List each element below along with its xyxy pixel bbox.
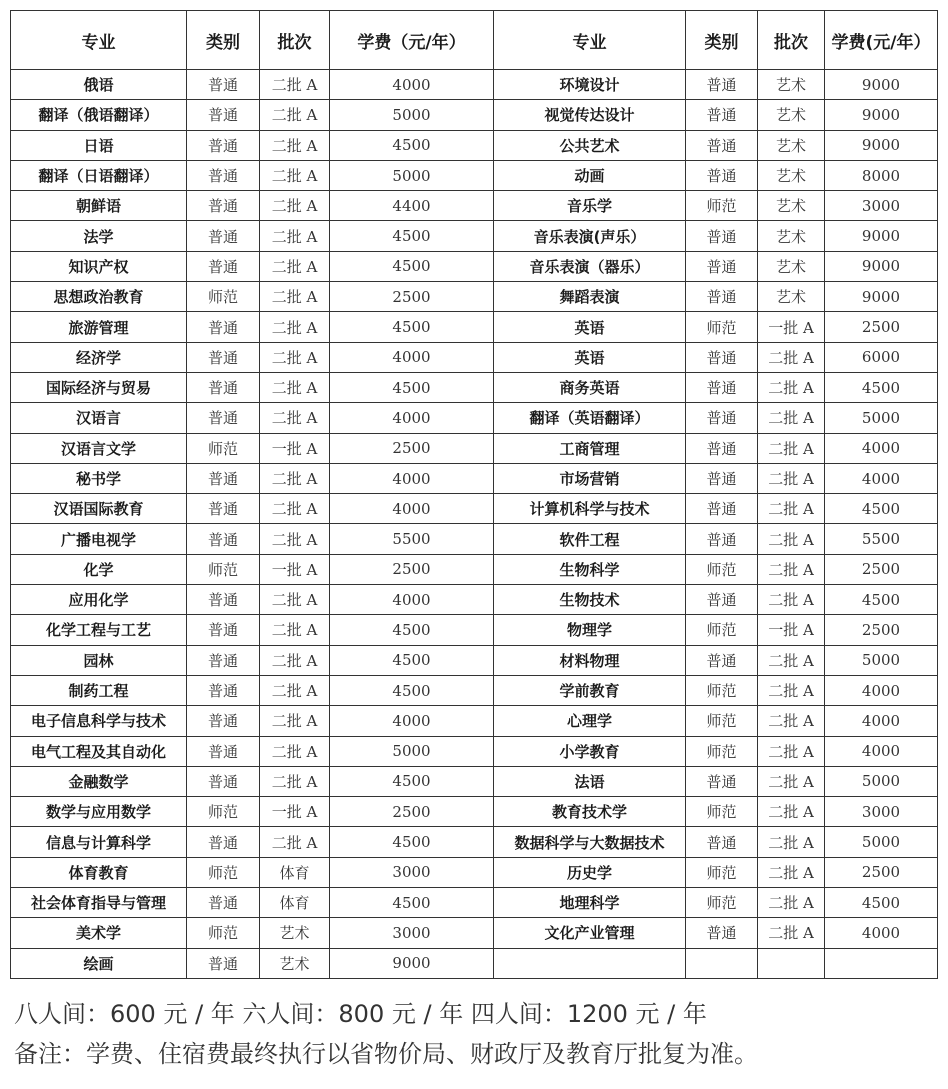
type-cell-right: 普通 bbox=[686, 282, 758, 312]
major-cell-right: 环境设计 bbox=[494, 70, 686, 100]
major-cell-right: 历史学 bbox=[494, 857, 686, 887]
fee-cell-left: 4500 bbox=[330, 312, 494, 342]
fee-cell-left: 4500 bbox=[330, 827, 494, 857]
batch-cell-right: 二批 A bbox=[758, 797, 825, 827]
major-cell-left: 金融数学 bbox=[11, 766, 187, 796]
batch-cell-right: 艺术 bbox=[758, 221, 825, 251]
table-row bbox=[11, 524, 938, 554]
fee-cell-left: 4400 bbox=[330, 191, 494, 221]
table-row bbox=[11, 675, 938, 705]
fee-cell-right: 9000 bbox=[825, 130, 938, 160]
type-cell-left: 普通 bbox=[187, 100, 260, 130]
fee-cell-right bbox=[825, 948, 938, 978]
table-row bbox=[11, 615, 938, 645]
table-row bbox=[11, 70, 938, 100]
type-cell-left: 师范 bbox=[187, 918, 260, 948]
type-cell-left: 普通 bbox=[187, 130, 260, 160]
fee-cell-left: 3000 bbox=[330, 918, 494, 948]
header-type-left: 类别 bbox=[187, 11, 260, 70]
batch-cell-left: 一批 A bbox=[260, 433, 330, 463]
major-cell-left: 日语 bbox=[11, 130, 187, 160]
batch-cell-right: 二批 A bbox=[758, 918, 825, 948]
fee-cell-left: 4000 bbox=[330, 70, 494, 100]
batch-cell-right: 一批 A bbox=[758, 312, 825, 342]
table-row bbox=[11, 403, 938, 433]
major-cell-left: 国际经济与贸易 bbox=[11, 372, 187, 402]
major-cell-right: 视觉传达设计 bbox=[494, 100, 686, 130]
major-cell-right: 数据科学与大数据技术 bbox=[494, 827, 686, 857]
batch-cell-left: 二批 A bbox=[260, 494, 330, 524]
major-cell-right: 计算机科学与技术 bbox=[494, 494, 686, 524]
batch-cell-right: 二批 A bbox=[758, 463, 825, 493]
major-cell-left: 电子信息科学与技术 bbox=[11, 706, 187, 736]
table-row bbox=[11, 554, 938, 584]
batch-cell-right: 二批 A bbox=[758, 524, 825, 554]
batch-cell-left: 二批 A bbox=[260, 70, 330, 100]
batch-cell-right: 二批 A bbox=[758, 585, 825, 615]
major-cell-right: 音乐表演(声乐） bbox=[494, 221, 686, 251]
type-cell-right bbox=[686, 948, 758, 978]
type-cell-left: 普通 bbox=[187, 372, 260, 402]
fee-cell-right: 4500 bbox=[825, 372, 938, 402]
batch-cell-left: 二批 A bbox=[260, 585, 330, 615]
fee-cell-left: 5000 bbox=[330, 100, 494, 130]
batch-cell-left: 二批 A bbox=[260, 342, 330, 372]
fee-cell-right: 4000 bbox=[825, 675, 938, 705]
type-cell-left: 普通 bbox=[187, 888, 260, 918]
major-cell-right: 商务英语 bbox=[494, 372, 686, 402]
fee-cell-left: 4500 bbox=[330, 766, 494, 796]
major-cell-left: 园林 bbox=[11, 645, 187, 675]
major-cell-right: 市场营销 bbox=[494, 463, 686, 493]
batch-cell-right: 二批 A bbox=[758, 433, 825, 463]
major-cell-left: 朝鲜语 bbox=[11, 191, 187, 221]
batch-cell-right: 艺术 bbox=[758, 70, 825, 100]
type-cell-left: 普通 bbox=[187, 191, 260, 221]
type-cell-left: 普通 bbox=[187, 736, 260, 766]
table-row bbox=[11, 918, 938, 948]
type-cell-left: 师范 bbox=[187, 433, 260, 463]
major-cell-left: 体育教育 bbox=[11, 857, 187, 887]
table-row bbox=[11, 312, 938, 342]
fee-cell-left: 5000 bbox=[330, 160, 494, 190]
fee-cell-right: 4000 bbox=[825, 463, 938, 493]
type-cell-right: 师范 bbox=[686, 736, 758, 766]
major-cell-left: 汉语言文学 bbox=[11, 433, 187, 463]
type-cell-right: 普通 bbox=[686, 100, 758, 130]
type-cell-left: 普通 bbox=[187, 706, 260, 736]
batch-cell-right: 二批 A bbox=[758, 372, 825, 402]
table-row bbox=[11, 736, 938, 766]
fee-cell-right: 2500 bbox=[825, 312, 938, 342]
major-cell-left: 制药工程 bbox=[11, 675, 187, 705]
type-cell-left: 普通 bbox=[187, 766, 260, 796]
type-cell-left: 师范 bbox=[187, 282, 260, 312]
major-cell-right: 材料物理 bbox=[494, 645, 686, 675]
fee-cell-right: 9000 bbox=[825, 221, 938, 251]
fee-cell-left: 2500 bbox=[330, 282, 494, 312]
type-cell-left: 师范 bbox=[187, 554, 260, 584]
fee-cell-right: 9000 bbox=[825, 282, 938, 312]
fee-cell-right: 2500 bbox=[825, 615, 938, 645]
tuition-table bbox=[10, 10, 938, 979]
batch-cell-right: 二批 A bbox=[758, 857, 825, 887]
batch-cell-left: 二批 A bbox=[260, 463, 330, 493]
fee-cell-left: 5500 bbox=[330, 524, 494, 554]
header-major-left: 专业 bbox=[11, 11, 187, 70]
major-cell-left: 信息与计算科学 bbox=[11, 827, 187, 857]
type-cell-right: 普通 bbox=[686, 70, 758, 100]
type-cell-right: 普通 bbox=[686, 766, 758, 796]
fee-cell-right: 3000 bbox=[825, 191, 938, 221]
major-cell-left: 广播电视学 bbox=[11, 524, 187, 554]
major-cell-right: 小学教育 bbox=[494, 736, 686, 766]
dorm-fees-note: 八人间：600 元 / 年 六人间：800 元 / 年 四人间：1200 元 / 年 bbox=[14, 1000, 707, 1028]
batch-cell-left: 二批 A bbox=[260, 130, 330, 160]
batch-cell-left: 艺术 bbox=[260, 948, 330, 978]
table-row bbox=[11, 130, 938, 160]
fee-cell-right: 9000 bbox=[825, 100, 938, 130]
major-cell-right: 音乐表演（器乐） bbox=[494, 251, 686, 281]
major-cell-left: 应用化学 bbox=[11, 585, 187, 615]
major-cell-right bbox=[494, 948, 686, 978]
fee-cell-right: 4000 bbox=[825, 736, 938, 766]
batch-cell-right: 一批 A bbox=[758, 615, 825, 645]
major-cell-right: 生物科学 bbox=[494, 554, 686, 584]
fee-cell-left: 4000 bbox=[330, 585, 494, 615]
major-cell-right: 翻译（英语翻译） bbox=[494, 403, 686, 433]
fee-cell-right: 2500 bbox=[825, 554, 938, 584]
batch-cell-left: 二批 A bbox=[260, 766, 330, 796]
major-cell-left: 电气工程及其自动化 bbox=[11, 736, 187, 766]
major-cell-left: 俄语 bbox=[11, 70, 187, 100]
table-row bbox=[11, 433, 938, 463]
batch-cell-right bbox=[758, 948, 825, 978]
type-cell-left: 普通 bbox=[187, 615, 260, 645]
fee-cell-left: 4000 bbox=[330, 342, 494, 372]
batch-cell-right: 艺术 bbox=[758, 100, 825, 130]
fee-cell-left: 4000 bbox=[330, 706, 494, 736]
major-cell-right: 心理学 bbox=[494, 706, 686, 736]
fee-cell-left: 4000 bbox=[330, 403, 494, 433]
type-cell-left: 普通 bbox=[187, 585, 260, 615]
major-cell-right: 文化产业管理 bbox=[494, 918, 686, 948]
type-cell-right: 普通 bbox=[686, 160, 758, 190]
major-cell-right: 地理科学 bbox=[494, 888, 686, 918]
fee-cell-right: 5000 bbox=[825, 403, 938, 433]
type-cell-right: 普通 bbox=[686, 827, 758, 857]
fee-cell-right: 4500 bbox=[825, 888, 938, 918]
fee-cell-right: 9000 bbox=[825, 251, 938, 281]
major-cell-right: 动画 bbox=[494, 160, 686, 190]
batch-cell-right: 二批 A bbox=[758, 706, 825, 736]
fee-cell-right: 5000 bbox=[825, 827, 938, 857]
fee-cell-right: 5000 bbox=[825, 645, 938, 675]
type-cell-right: 普通 bbox=[686, 463, 758, 493]
batch-cell-left: 二批 A bbox=[260, 524, 330, 554]
table-row bbox=[11, 706, 938, 736]
type-cell-right: 师范 bbox=[686, 675, 758, 705]
batch-cell-left: 二批 A bbox=[260, 403, 330, 433]
fee-cell-right: 2500 bbox=[825, 857, 938, 887]
fee-cell-right: 4000 bbox=[825, 433, 938, 463]
batch-cell-left: 二批 A bbox=[260, 251, 330, 281]
type-cell-right: 普通 bbox=[686, 433, 758, 463]
type-cell-left: 普通 bbox=[187, 403, 260, 433]
major-cell-left: 美术学 bbox=[11, 918, 187, 948]
table-row bbox=[11, 160, 938, 190]
fee-cell-left: 9000 bbox=[330, 948, 494, 978]
batch-cell-right: 艺术 bbox=[758, 160, 825, 190]
batch-cell-left: 二批 A bbox=[260, 827, 330, 857]
major-cell-left: 旅游管理 bbox=[11, 312, 187, 342]
table-row bbox=[11, 100, 938, 130]
type-cell-right: 师范 bbox=[686, 554, 758, 584]
table-row bbox=[11, 857, 938, 887]
table-row bbox=[11, 888, 938, 918]
type-cell-right: 师范 bbox=[686, 191, 758, 221]
major-cell-left: 汉语国际教育 bbox=[11, 494, 187, 524]
type-cell-right: 普通 bbox=[686, 251, 758, 281]
fee-cell-right: 4000 bbox=[825, 918, 938, 948]
table-row bbox=[11, 797, 938, 827]
type-cell-left: 普通 bbox=[187, 645, 260, 675]
type-cell-right: 师范 bbox=[686, 706, 758, 736]
type-cell-right: 普通 bbox=[686, 130, 758, 160]
fee-cell-left: 4500 bbox=[330, 130, 494, 160]
batch-cell-right: 二批 A bbox=[758, 827, 825, 857]
fee-cell-left: 3000 bbox=[330, 857, 494, 887]
major-cell-left: 经济学 bbox=[11, 342, 187, 372]
type-cell-left: 普通 bbox=[187, 160, 260, 190]
table-row bbox=[11, 645, 938, 675]
fee-cell-right: 6000 bbox=[825, 342, 938, 372]
type-cell-left: 普通 bbox=[187, 948, 260, 978]
table-row bbox=[11, 827, 938, 857]
type-cell-left: 普通 bbox=[187, 463, 260, 493]
type-cell-left: 普通 bbox=[187, 494, 260, 524]
table-row bbox=[11, 948, 938, 978]
header-batch-right: 批次 bbox=[758, 11, 825, 70]
major-cell-left: 数学与应用数学 bbox=[11, 797, 187, 827]
fee-cell-left: 5000 bbox=[330, 736, 494, 766]
batch-cell-right: 二批 A bbox=[758, 494, 825, 524]
type-cell-left: 普通 bbox=[187, 251, 260, 281]
header-type-right: 类别 bbox=[686, 11, 758, 70]
batch-cell-left: 二批 A bbox=[260, 615, 330, 645]
type-cell-left: 普通 bbox=[187, 312, 260, 342]
fee-cell-right: 5500 bbox=[825, 524, 938, 554]
batch-cell-left: 二批 A bbox=[260, 312, 330, 342]
batch-cell-right: 艺术 bbox=[758, 130, 825, 160]
fee-cell-left: 2500 bbox=[330, 554, 494, 584]
major-cell-left: 社会体育指导与管理 bbox=[11, 888, 187, 918]
type-cell-right: 师范 bbox=[686, 857, 758, 887]
fee-cell-right: 4000 bbox=[825, 706, 938, 736]
type-cell-right: 普通 bbox=[686, 221, 758, 251]
fee-cell-left: 4500 bbox=[330, 645, 494, 675]
fee-cell-right: 8000 bbox=[825, 160, 938, 190]
type-cell-right: 师范 bbox=[686, 312, 758, 342]
fee-cell-left: 4500 bbox=[330, 221, 494, 251]
batch-cell-left: 二批 A bbox=[260, 706, 330, 736]
fee-cell-left: 2500 bbox=[330, 433, 494, 463]
major-cell-right: 法语 bbox=[494, 766, 686, 796]
batch-cell-left: 体育 bbox=[260, 888, 330, 918]
type-cell-right: 普通 bbox=[686, 918, 758, 948]
batch-cell-left: 二批 A bbox=[260, 282, 330, 312]
batch-cell-right: 二批 A bbox=[758, 403, 825, 433]
major-cell-left: 思想政治教育 bbox=[11, 282, 187, 312]
batch-cell-right: 二批 A bbox=[758, 736, 825, 766]
batch-cell-left: 一批 A bbox=[260, 797, 330, 827]
header-batch-left: 批次 bbox=[260, 11, 330, 70]
table-body bbox=[11, 70, 938, 979]
major-cell-right: 英语 bbox=[494, 312, 686, 342]
major-cell-right: 舞蹈表演 bbox=[494, 282, 686, 312]
type-cell-right: 师范 bbox=[686, 797, 758, 827]
type-cell-right: 普通 bbox=[686, 372, 758, 402]
batch-cell-right: 二批 A bbox=[758, 675, 825, 705]
major-cell-left: 知识产权 bbox=[11, 251, 187, 281]
batch-cell-right: 艺术 bbox=[758, 282, 825, 312]
table-row bbox=[11, 251, 938, 281]
batch-cell-left: 二批 A bbox=[260, 191, 330, 221]
major-cell-left: 翻译（日语翻译） bbox=[11, 160, 187, 190]
type-cell-left: 师范 bbox=[187, 857, 260, 887]
major-cell-left: 化学 bbox=[11, 554, 187, 584]
fee-cell-right: 3000 bbox=[825, 797, 938, 827]
major-cell-left: 汉语言 bbox=[11, 403, 187, 433]
fee-cell-right: 5000 bbox=[825, 766, 938, 796]
batch-cell-right: 二批 A bbox=[758, 554, 825, 584]
major-cell-left: 法学 bbox=[11, 221, 187, 251]
header-fee-right: 学费(元/年） bbox=[825, 11, 938, 70]
remark-note: 备注：学费、住宿费最终执行以省物价局、财政厅及教育厅批复为准。 bbox=[14, 1040, 758, 1068]
batch-cell-left: 二批 A bbox=[260, 645, 330, 675]
type-cell-right: 师范 bbox=[686, 888, 758, 918]
major-cell-right: 软件工程 bbox=[494, 524, 686, 554]
batch-cell-left: 体育 bbox=[260, 857, 330, 887]
fee-cell-left: 4000 bbox=[330, 494, 494, 524]
type-cell-left: 普通 bbox=[187, 221, 260, 251]
batch-cell-left: 二批 A bbox=[260, 221, 330, 251]
fee-cell-right: 4500 bbox=[825, 585, 938, 615]
batch-cell-left: 二批 A bbox=[260, 372, 330, 402]
table-row bbox=[11, 585, 938, 615]
fee-cell-left: 4000 bbox=[330, 463, 494, 493]
table-row bbox=[11, 282, 938, 312]
type-cell-left: 普通 bbox=[187, 675, 260, 705]
major-cell-right: 公共艺术 bbox=[494, 130, 686, 160]
fee-cell-left: 4500 bbox=[330, 888, 494, 918]
major-cell-right: 物理学 bbox=[494, 615, 686, 645]
type-cell-right: 普通 bbox=[686, 494, 758, 524]
batch-cell-left: 二批 A bbox=[260, 100, 330, 130]
fee-cell-left: 4500 bbox=[330, 372, 494, 402]
batch-cell-right: 艺术 bbox=[758, 191, 825, 221]
major-cell-right: 学前教育 bbox=[494, 675, 686, 705]
type-cell-left: 师范 bbox=[187, 797, 260, 827]
header-major-right: 专业 bbox=[494, 11, 686, 70]
type-cell-right: 普通 bbox=[686, 342, 758, 372]
table-row bbox=[11, 191, 938, 221]
major-cell-right: 音乐学 bbox=[494, 191, 686, 221]
type-cell-left: 普通 bbox=[187, 524, 260, 554]
type-cell-left: 普通 bbox=[187, 827, 260, 857]
notes bbox=[14, 994, 758, 1074]
table-row bbox=[11, 463, 938, 493]
batch-cell-right: 二批 A bbox=[758, 645, 825, 675]
batch-cell-right: 二批 A bbox=[758, 342, 825, 372]
batch-cell-left: 二批 A bbox=[260, 160, 330, 190]
type-cell-left: 普通 bbox=[187, 342, 260, 372]
table-row bbox=[11, 766, 938, 796]
major-cell-left: 绘画 bbox=[11, 948, 187, 978]
table-header-row bbox=[11, 11, 938, 70]
type-cell-left: 普通 bbox=[187, 70, 260, 100]
type-cell-right: 普通 bbox=[686, 403, 758, 433]
table-row bbox=[11, 221, 938, 251]
table-row bbox=[11, 372, 938, 402]
batch-cell-right: 艺术 bbox=[758, 251, 825, 281]
header-fee-left: 学费（元/年） bbox=[330, 11, 494, 70]
fee-cell-right: 4500 bbox=[825, 494, 938, 524]
major-cell-right: 教育技术学 bbox=[494, 797, 686, 827]
batch-cell-left: 一批 A bbox=[260, 554, 330, 584]
table-row bbox=[11, 494, 938, 524]
major-cell-left: 化学工程与工艺 bbox=[11, 615, 187, 645]
major-cell-right: 工商管理 bbox=[494, 433, 686, 463]
table-row bbox=[11, 342, 938, 372]
fee-cell-left: 4500 bbox=[330, 675, 494, 705]
major-cell-left: 秘书学 bbox=[11, 463, 187, 493]
type-cell-right: 普通 bbox=[686, 645, 758, 675]
batch-cell-left: 艺术 bbox=[260, 918, 330, 948]
type-cell-right: 普通 bbox=[686, 585, 758, 615]
major-cell-left: 翻译（俄语翻译） bbox=[11, 100, 187, 130]
batch-cell-right: 二批 A bbox=[758, 766, 825, 796]
fee-cell-right: 9000 bbox=[825, 70, 938, 100]
batch-cell-left: 二批 A bbox=[260, 675, 330, 705]
batch-cell-left: 二批 A bbox=[260, 736, 330, 766]
major-cell-right: 生物技术 bbox=[494, 585, 686, 615]
type-cell-right: 师范 bbox=[686, 615, 758, 645]
fee-cell-left: 4500 bbox=[330, 615, 494, 645]
type-cell-right: 普通 bbox=[686, 524, 758, 554]
fee-cell-left: 4500 bbox=[330, 251, 494, 281]
fee-cell-left: 2500 bbox=[330, 797, 494, 827]
batch-cell-right: 二批 A bbox=[758, 888, 825, 918]
major-cell-right: 英语 bbox=[494, 342, 686, 372]
